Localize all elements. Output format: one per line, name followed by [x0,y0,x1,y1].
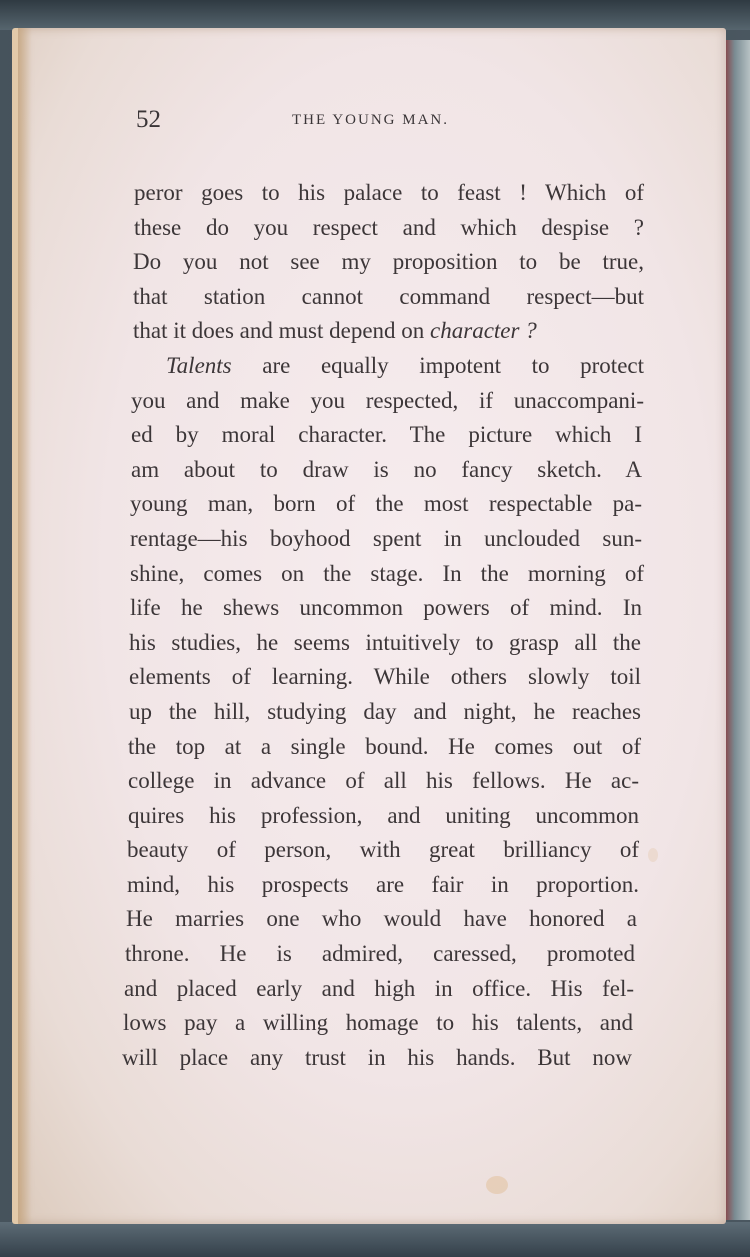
italic-word: Talents [166,352,232,378]
text-line: that it does and must depend on character ? [133,318,537,344]
text-line: rentage—his boyhood spent in unclouded sun- [130,525,642,551]
text-line: quires his profession, and uniting uncommon [128,802,639,828]
page-header [124,104,644,144]
text-line: He marries one who would have honored a [126,906,637,932]
text-line: throne. He is admired, caressed, promoted [125,941,635,967]
cover-bottom-edge [0,1222,750,1257]
text-line: these do you respect and which despise ? [134,214,644,240]
text-line: am about to draw is no fancy sketch. A [131,456,642,482]
page-gutter-shadow [18,28,32,1224]
text-line: up the hill, studying day and night, he reaches [129,698,641,724]
page-stain [648,848,658,862]
text-line: mind, his prospects are fair in proportion. [127,871,639,897]
page-number: 52 [136,106,161,133]
text-line: you and make you respected, if unaccompani- [131,387,644,413]
text-line: elements of learning. While others slowly toil [129,664,641,690]
text-line: young man, born of the most respectable pa- [130,491,642,517]
italic-word: character ? [430,318,537,344]
text-line: Do you not see my proposition to be true, [133,249,644,275]
text-line: peror goes to his palace to feast ! Which of [134,180,644,205]
text-line: ed by moral character. The picture which I [131,422,642,448]
text-line: beauty of person, with great brilliancy of [127,837,639,863]
text-line: shine, comes on the stage. In the morning of [130,560,644,586]
text-line: that station cannot command respect—but [133,283,644,309]
text-line: will place any trust in his hands. But now [122,1044,632,1070]
text-line: the top at a single bound. He comes out of [128,733,641,759]
page-stain [486,1176,508,1194]
cover-top-edge [0,0,750,30]
text-line: and placed early and high in office. His fel- [124,975,634,1001]
running-title: THE YOUNG MAN. [292,112,450,128]
text-line: lows pay a willing homage to his talents, and [123,1010,633,1036]
text-line: his studies, he seems intuitively to grasp all the [129,629,641,655]
body-text [120,176,644,1075]
text-line: Talents are equally impotent to protect [166,352,645,378]
text-line: college in advance of all his fellows. He ac- [128,768,639,794]
text-line: life he shews uncommon powers of mind. In [130,595,642,621]
